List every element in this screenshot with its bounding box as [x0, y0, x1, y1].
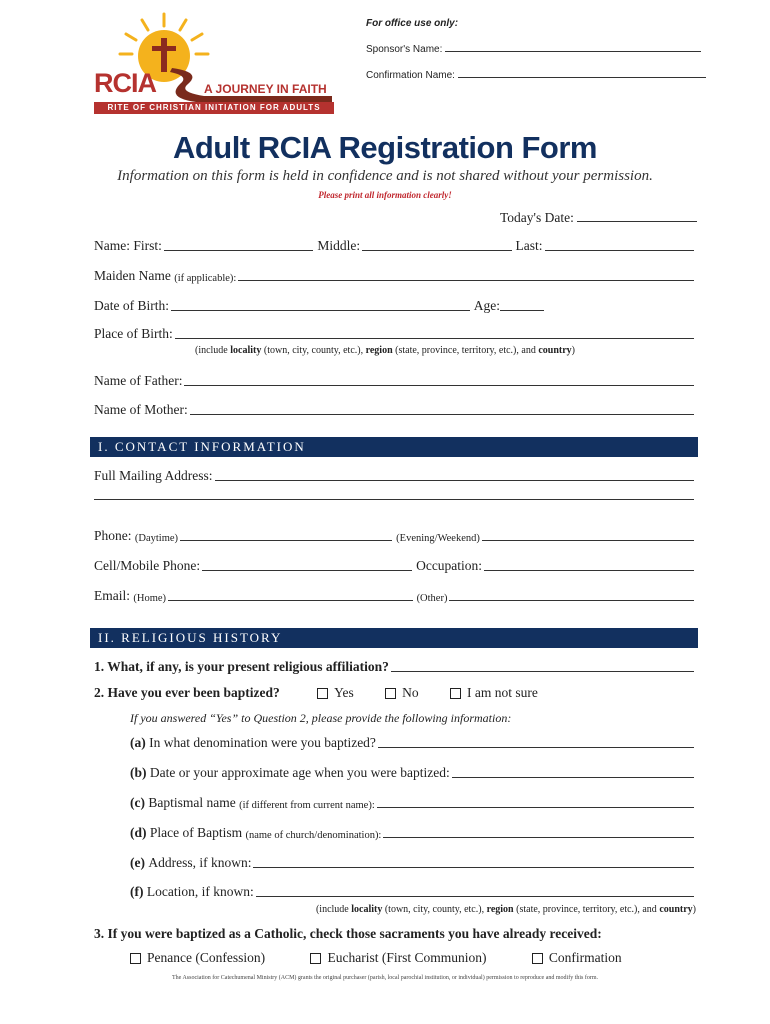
print-note: Please print all information clearly!	[318, 190, 452, 200]
q2d-label: Place of Baptism	[149, 825, 243, 840]
cell-field[interactable]	[202, 569, 412, 571]
confirmation-name-row	[366, 70, 706, 81]
q2-note: If you answered “Yes” to Question 2, please provide the following information:	[130, 711, 512, 725]
q1-label: 1. What, if any, is your present religious affiliation?	[94, 659, 389, 674]
first-name-label: Name: First:	[94, 238, 162, 253]
checkbox-icon[interactable]	[130, 953, 141, 964]
q2d-note: (name of church/denomination):	[245, 830, 382, 841]
todays-date-row	[500, 210, 697, 226]
q2d-row: (d) Place of Baptism (name of church/denomination):	[130, 825, 698, 841]
dob-label: Date of Birth:	[94, 298, 169, 313]
q2c-field[interactable]	[377, 806, 694, 808]
age-field[interactable]	[500, 310, 544, 311]
cell-row	[94, 558, 698, 574]
q1-row	[94, 659, 698, 675]
sponsor-name-field[interactable]	[445, 51, 701, 52]
dob-row	[94, 298, 544, 314]
email-other-field[interactable]	[449, 599, 694, 601]
maiden-name-field[interactable]	[238, 279, 694, 281]
rcia-logo	[92, 10, 342, 118]
mother-name-field[interactable]	[190, 413, 694, 415]
place-of-birth-row	[94, 326, 698, 342]
logo-tagline: A JOURNEY IN FAITH	[204, 82, 327, 96]
q2-row	[94, 685, 538, 701]
q2b-field[interactable]	[452, 776, 694, 778]
middle-name-field[interactable]	[362, 249, 511, 251]
last-name-label: Last:	[515, 238, 543, 253]
dob-field[interactable]	[171, 309, 470, 311]
confirmation-name-field[interactable]	[458, 77, 706, 78]
religious-section-header: II. RELIGIOUS HISTORY	[90, 628, 698, 648]
checkbox-icon[interactable]	[385, 688, 396, 699]
checkbox-icon[interactable]	[450, 688, 461, 699]
occupation-label: Occupation:	[416, 558, 483, 573]
penance-option[interactable]: Penance (Confession)	[130, 950, 265, 965]
q2-unsure-option[interactable]: I am not sure	[450, 685, 538, 700]
email-home-field[interactable]	[168, 599, 413, 601]
phone-evening-note: (Evening/Weekend)	[396, 533, 480, 544]
maiden-name-row	[94, 268, 698, 284]
q2c-note: (if different from current name):	[239, 800, 375, 811]
name-row	[94, 238, 698, 254]
checkbox-icon[interactable]	[310, 953, 321, 964]
occupation-field[interactable]	[484, 569, 694, 571]
phone-row	[94, 528, 698, 544]
last-name-field[interactable]	[545, 249, 694, 251]
email-row	[94, 588, 698, 604]
q2d-field[interactable]	[383, 836, 694, 838]
q2a-field[interactable]	[378, 746, 694, 748]
eucharist-option[interactable]: Eucharist (First Communion)	[310, 950, 486, 965]
q1-field[interactable]	[391, 670, 694, 672]
q2f-row: (f) Location, if known:	[130, 884, 698, 900]
logo-text: RCIA	[94, 68, 156, 98]
cell-label: Cell/Mobile Phone:	[94, 558, 201, 573]
father-name-row	[94, 373, 698, 389]
father-name-label: Name of Father:	[94, 373, 183, 388]
sacraments-row	[130, 950, 622, 966]
page-title: Adult RCIA Registration Form	[172, 130, 597, 165]
todays-date-label: Today's Date:	[500, 210, 574, 225]
q2e-field[interactable]	[253, 866, 694, 868]
q2f-note: (include locality (town, city, county, etc.), region (state, province, territory, etc.), and country)	[315, 904, 696, 915]
phone-day-note: (Daytime)	[134, 533, 179, 544]
q2e-row: (e) Address, if known:	[130, 855, 698, 871]
confirmation-option[interactable]: Confirmation	[532, 950, 622, 965]
middle-name-label: Middle:	[317, 238, 361, 253]
maiden-name-note: (if applicable):	[174, 273, 237, 284]
footer-note: The Association for Catechumenal Ministry (ACM) grants the original purchaser (parish, local parochial institution, or individual) permission to reproduce and modify this form.	[171, 975, 599, 981]
q2c-row: (c) Baptismal name (if different from current name):	[130, 795, 698, 811]
q2f-label: Location, if known:	[146, 884, 254, 899]
office-heading: For office use only:	[366, 18, 459, 29]
contact-section-header: I. CONTACT INFORMATION	[90, 437, 698, 457]
email-home-note: (Home)	[133, 593, 167, 604]
address-row	[94, 468, 698, 484]
q3-label: 3. If you were baptized as a Catholic, check those sacraments you have already received:	[94, 926, 602, 941]
q2a-label: In what denomination were you baptized?	[149, 735, 376, 750]
email-label: Email:	[94, 588, 130, 603]
q2f-field[interactable]	[256, 895, 694, 897]
q2-label: 2. Have you ever been baptized?	[94, 685, 280, 700]
email-other-note: (Other)	[416, 593, 448, 604]
q2b-label: Date or your approximate age when you were baptized:	[149, 765, 450, 780]
sponsor-name-row	[366, 44, 701, 55]
q2b-row: (b) Date or your approximate age when you were baptized:	[130, 765, 698, 781]
address-label: Full Mailing Address:	[94, 468, 213, 483]
place-of-birth-note: (include locality (town, city, county, etc.), region (state, province, territory, etc.), and country)	[194, 345, 576, 356]
place-of-birth-label: Place of Birth:	[94, 326, 173, 341]
sponsor-name-label: Sponsor's Name:	[366, 44, 443, 55]
q2-no-option[interactable]: No	[385, 685, 419, 700]
address-row-2	[94, 498, 698, 503]
q2-yes-option[interactable]: Yes	[317, 685, 354, 700]
confirmation-name-label: Confirmation Name:	[366, 70, 455, 81]
age-label: Age:	[473, 298, 500, 313]
place-of-birth-field[interactable]	[175, 337, 694, 339]
mother-name-row	[94, 402, 698, 418]
address-field[interactable]	[215, 479, 694, 481]
q2e-label: Address, if known:	[148, 855, 252, 870]
address-field-2[interactable]	[94, 498, 694, 500]
phone-day-field[interactable]	[180, 539, 392, 541]
mother-name-label: Name of Mother:	[94, 402, 188, 417]
q2c-label: Baptismal name	[148, 795, 236, 810]
maiden-name-label: Maiden Name	[94, 268, 171, 283]
q2a-row: (a) In what denomination were you baptized?	[130, 735, 698, 751]
subtitle: Information on this form is held in confidence and is not shared without your permission.	[117, 168, 653, 184]
checkbox-icon[interactable]	[317, 688, 328, 699]
checkbox-icon[interactable]	[532, 953, 543, 964]
first-name-field[interactable]	[164, 249, 313, 251]
phone-label: Phone:	[94, 528, 132, 543]
phone-evening-field[interactable]	[482, 539, 694, 541]
todays-date-field[interactable]	[577, 221, 697, 222]
logo-banner: RITE OF CHRISTIAN INITIATION FOR ADULTS	[94, 102, 334, 114]
father-name-field[interactable]	[184, 384, 694, 386]
